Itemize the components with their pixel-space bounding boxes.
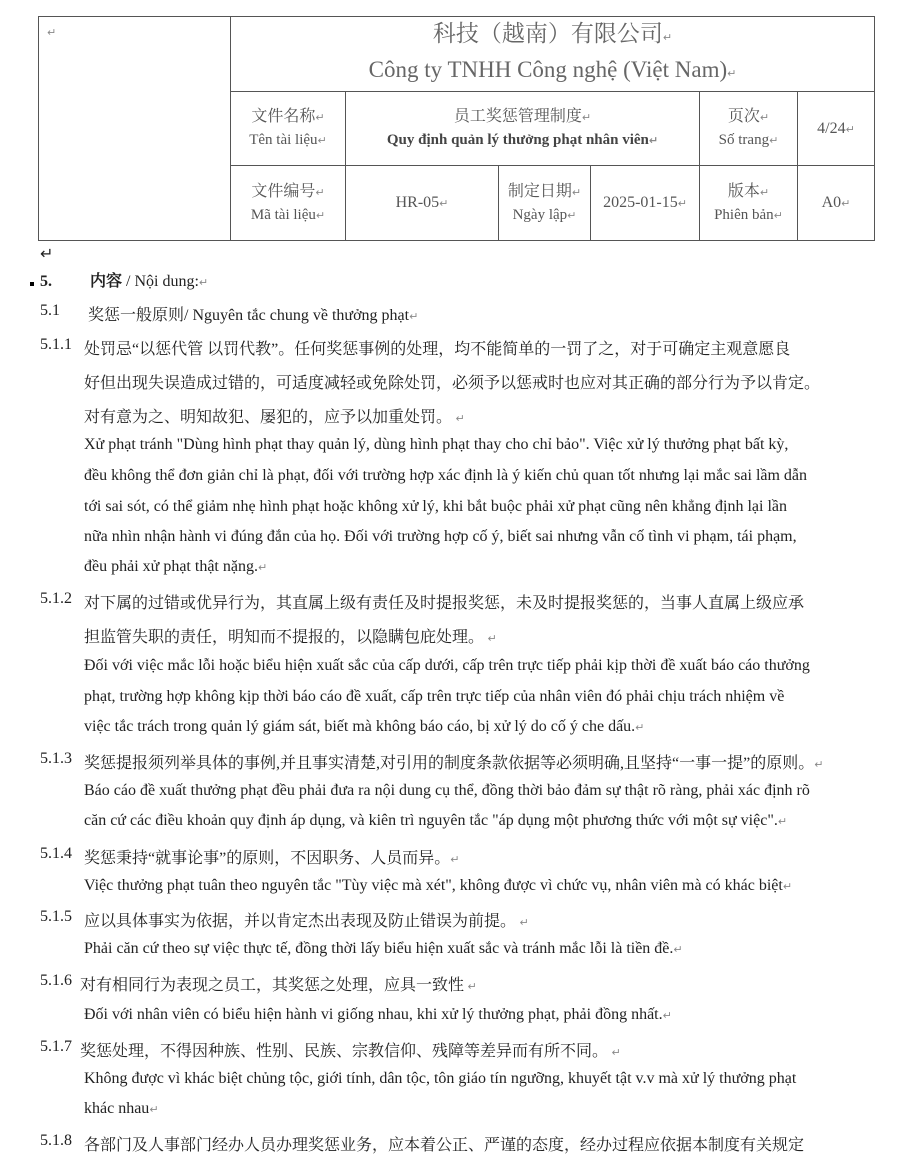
page-label-zh: 页次: [727, 108, 760, 125]
logo-cell: ↵: [39, 17, 231, 241]
s511-zh-line-2: 好但出现失误造成过错的，可适度减轻或免除处罚，必须予以惩戒时也应对其正确的部分行为予以肯定。: [84, 375, 821, 392]
s514-vi-line-1: Việc thưởng phạt tuân theo nguyên tắc "Tùy việc mà xét", không được vì chức vụ, nhân viên mà có khác biệt↵: [84, 877, 793, 894]
s514-zh-line-1: 奖惩秉持“就事论事”的原则，不因职务、人员而异。↵: [84, 850, 460, 867]
date-value: 2025-01-15: [603, 194, 678, 211]
version-label-zh: 版本: [727, 182, 760, 200]
s511-number: 5.1.1: [40, 336, 72, 353]
date-label-zh: 制定日期: [507, 182, 572, 200]
version-value: A0: [821, 194, 842, 211]
s511-vi-line-2: đều không thể đơn giản chỉ là phạt, đối với trường hợp xác định là ý kiến chủ quan tốt nhưng lại mắc sai lầm dẫn: [84, 467, 808, 484]
s511-vi-line-5: đều phải xử phạt thật nặng.↵: [84, 558, 268, 575]
s511-vi-line-1: Xử phạt tránh "Dùng hình phạt thay quản lý, dùng hình phạt thay cho chỉ bảo". Việc xử lý thưởng phạt bất kỳ,: [84, 436, 789, 453]
s515-zh-line-1-text: 应以具体事实为依据，并以肯定杰出表现及防止错误为前提。: [84, 913, 517, 930]
s518-number: 5.1.8: [40, 1132, 72, 1149]
s517-zh-line-1-text: 奖惩处理，不得因种族、性别、民族、宗教信仰、残障等差异而有所不同。: [80, 1043, 609, 1060]
doc-no-label-zh: 文件编号: [251, 182, 316, 200]
s517-vi-line-2: khác nhau↵: [84, 1100, 159, 1117]
page-label-cell: 页次↵ Số trang↵: [700, 92, 798, 166]
s51-text: 奖惩一般原则/ Nguyên tắc chung về thưởng phạt↵: [88, 307, 419, 324]
doc-name-label-zh: 文件名称: [251, 108, 316, 125]
s511-zh-line-3: 对有意为之、明知故犯、屡犯的，应予以加重处罚。 ↵: [84, 409, 465, 426]
s511-vi-line-3: tới sai sót, có thể giảm nhẹ hình phạt hoặc không xử lý, khi bắt buộc phải xử phạt cũng nên khẳng định lại lần: [84, 498, 787, 515]
s516-zh-line-1-text: 对有相同行为表现之员工，其奖惩之处理，应具一致性: [80, 977, 465, 994]
s516-vi-line-1-text: Đối với nhân viên có biểu hiện hành vi giống nhau, khi xử lý thưởng phạt, phải đồng nhất.: [84, 1006, 663, 1023]
s51-number: 5.1: [40, 302, 60, 319]
s513-vi-line-1: Báo cáo đề xuất thưởng phạt đều phải đưa ra nội dung cụ thể, đồng thời bảo đảm sự thật rõ ràng, phải xác định rõ: [84, 782, 810, 799]
doc-name-cell: 员工奖惩管理制度↵ Quy định quản lý thưởng phạt nhân viên↵: [346, 92, 700, 166]
s516-number: 5.1.6: [40, 972, 72, 989]
company-name-vi: Công ty TNHH Công nghệ (Việt Nam): [368, 57, 728, 82]
doc-no-label-cell: 文件编号↵ Mã tài liệu↵: [231, 166, 346, 241]
s511-vi-line-4: nữa nhìn nhận hành vi đúng đắn của họ. Đối với trường hợp cố ý, biết sai nhưng vẫn cố tình vi phạm, tái phạm,: [84, 528, 797, 545]
section-number: 5.: [40, 273, 52, 290]
s512-zh-line-2: 担监管失职的责任，明知而不提报的，以隐瞒包庇处理。 ↵: [84, 629, 497, 646]
s512-zh-line-2-text: 担监管失职的责任，明知而不提报的，以隐瞒包庇处理。: [84, 629, 485, 646]
version-label-vi: Phiên bản: [714, 206, 774, 223]
s512-vi-line-3-text: việc tắc trách trong quản lý giám sát, biết mà không báo cáo, bị xử lý do cố ý che dấu.: [84, 718, 636, 735]
s512-vi-line-2: phạt, trường hợp không kịp thời báo cáo đề xuất, cấp trên trực tiếp của nhân viên đó phải chịu trách nhiệm về: [84, 688, 785, 705]
doc-no-value: HR-05: [395, 194, 440, 211]
s513-number: 5.1.3: [40, 750, 72, 767]
date-label-cell: 制定日期↵ Ngày lập↵: [499, 166, 591, 241]
s515-vi-line-1-text: Phải căn cứ theo sự việc thực tế, đồng thời lấy biểu hiện xuất sắc và tránh mắc lỗi là tiền đề.: [84, 940, 674, 957]
s517-number: 5.1.7: [40, 1038, 72, 1055]
s515-number: 5.1.5: [40, 908, 72, 925]
s514-zh-line-1-text: 奖惩秉持“就事论事”的原则，不因职务、人员而异。: [84, 850, 451, 867]
s517-vi-line-2-text: khác nhau: [84, 1100, 150, 1117]
company-name-cell: 科技（越南）有限公司↵ Công ty TNHH Công nghệ (Việt Nam)↵: [231, 17, 875, 92]
date-label-vi: Ngày lập: [512, 206, 568, 223]
doc-name-label-vi: Tên tài liệu: [249, 132, 318, 148]
s51-text-content: 奖惩一般原则/ Nguyên tắc chung về thưởng phạt: [88, 307, 410, 324]
doc-name-label-cell: 文件名称↵ Tên tài liệu↵: [231, 92, 346, 166]
s515-zh-line-1: 应以具体事实为依据，并以肯定杰出表现及防止错误为前提。 ↵: [84, 913, 529, 930]
paragraph-mark: ↵: [40, 244, 54, 263]
s513-zh-line-1: 奖惩提报须列举具体的事例,并且事实清楚,对引用的制度条款依据等必须明确,且坚持“一事一提”的原则。↵: [84, 755, 824, 772]
section-title-zh: 内容: [90, 273, 123, 290]
page-value: 4/24: [817, 119, 846, 137]
s512-vi-line-3: việc tắc trách trong quản lý giám sát, biết mà không báo cáo, bị xử lý do cố ý che dấu.↵: [84, 718, 645, 735]
s516-vi-line-1: Đối với nhân viên có biểu hiện hành vi giống nhau, khi xử lý thưởng phạt, phải đồng nhất.↵: [84, 1006, 672, 1023]
doc-name-vi: Quy định quản lý thưởng phạt nhân viên: [386, 132, 649, 148]
section-bullet: [30, 282, 34, 286]
s511-zh-line-1: 处罚忌“以惩代管 以罚代教”。任何奖惩事例的处理，均不能简单的一罚了之，对于可确定主观意愿良: [84, 341, 791, 358]
s514-number: 5.1.4: [40, 845, 72, 862]
s515-vi-line-1: Phải căn cứ theo sự việc thực tế, đồng thời lấy biểu hiện xuất sắc và tránh mắc lỗi là tiền đề.↵: [84, 940, 683, 957]
date-value-cell: 2025-01-15↵: [591, 166, 700, 241]
s513-zh-line-1-text: 奖惩提报须列举具体的事例,并且事实清楚,对引用的制度条款依据等必须明确,且坚持“一事一提”的原则。: [84, 755, 815, 772]
section-title-vi: / Nội dung:: [122, 273, 199, 290]
s517-zh-line-1: 奖惩处理，不得因种族、性别、民族、宗教信仰、残障等差异而有所不同。 ↵: [80, 1043, 621, 1060]
doc-no-cell: HR-05↵: [346, 166, 499, 241]
s512-number: 5.1.2: [40, 590, 72, 607]
doc-no-label-vi: Mã tài liệu: [250, 206, 316, 223]
version-label-cell: 版本↵ Phiên bản↵: [700, 166, 798, 241]
s513-vi-line-2-text: căn cứ các điều khoản quy định áp dụng, và kiên trì nguyên tắc "áp dụng một phương thức với một sự việc".: [84, 812, 778, 829]
s518-zh-line-1: 各部门及人事部门经办人员办理奖惩业务，应本着公正、严谨的态度，经办过程应依据本制度有关规定: [84, 1137, 805, 1154]
s514-vi-line-1-text: Việc thưởng phạt tuân theo nguyên tắc "Tùy việc mà xét", không được vì chức vụ, nhân viên mà có khác biệt: [84, 877, 783, 894]
s511-zh-line-3-text: 对有意为之、明知故犯、屡犯的，应予以加重处罚。: [84, 409, 453, 426]
doc-name-zh: 员工奖惩管理制度: [453, 108, 582, 125]
s517-vi-line-1: Không được vì khác biệt chủng tộc, giới tính, dân tộc, tôn giáo tín ngưỡng, khuyết tật v.v mà xử lý thưởng phạt: [84, 1070, 797, 1087]
s516-zh-line-1: 对有相同行为表现之员工，其奖惩之处理，应具一致性 ↵: [80, 977, 477, 994]
document-header-table: [38, 16, 875, 241]
version-value-cell: A0↵: [798, 166, 875, 241]
s513-vi-line-2: căn cứ các điều khoản quy định áp dụng, và kiên trì nguyên tắc "áp dụng một phương thức với một sự việc".↵: [84, 812, 788, 829]
s511-vi-line-5-text: đều phải xử phạt thật nặng.: [84, 558, 258, 575]
page-value-cell: 4/24↵: [798, 92, 875, 166]
s512-vi-line-1: Đối với việc mắc lỗi hoặc biểu hiện xuất sắc của cấp dưới, cấp trên trực tiếp phải kịp thời đề xuất báo cáo thưởng: [84, 657, 810, 674]
section-heading: 5. 内容 / Nội dung:↵: [40, 273, 209, 290]
page-label-vi: Số trang: [718, 132, 770, 148]
company-name-zh: 科技（越南）有限公司: [432, 21, 663, 46]
s512-zh-line-1: 对下属的过错或优异行为，其直属上级有责任及时提报奖惩，未及时提报奖惩的，当事人直属上级应承: [84, 595, 805, 612]
